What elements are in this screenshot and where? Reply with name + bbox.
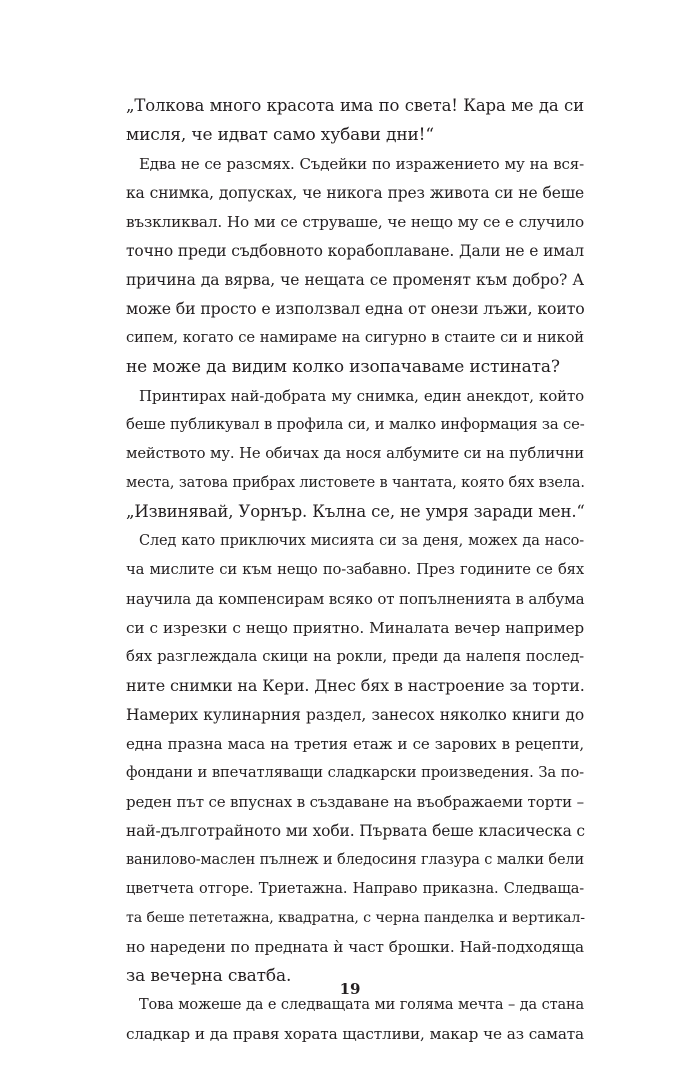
text-line: „Извинявай, Уорнър. Кълна се, не умря заради мен.“ [126,502,585,521]
text-line: точно преди съдбовното корабоплаване. Дали не е имал [126,242,584,260]
text-line: Намерих кулинарния раздел, занесох няколко книги до [126,706,584,724]
text-line: Това можеше да е следващата ми голяма мечта – да стана [139,997,584,1013]
text-line: фондани и впечатляващи сладкарски произведения. За по- [126,764,584,781]
text-line: за вечерна сватба. [126,966,292,986]
text-line: си с изрезки с нещо приятно. Миналата вечер например [126,619,584,637]
text-line: цветчета отгоре. Триетажна. Направо приказна. Следваща- [126,881,584,897]
text-line: не може да видим колко изопачаваме истината? [126,357,560,377]
text-line: ка снимка, допусках, че никога през живота си не беше [126,184,584,202]
text-line: възкликвал. Но ми се струваше, че нещо му се е случило [126,213,584,231]
text-line: „Толкова много красота има по света! Кара ме да си [126,96,584,115]
text-line: причина да вярва, че нещата се променят към добро? А [126,271,584,289]
text-line: може би просто е използвал една от онези лъжи, които [126,299,585,318]
text-line: мейството му. Не обичах да нося албумите си на публични [126,445,584,462]
text-line: След като приключих мисията си за деня, можех да насо- [139,533,584,549]
text-line: една празна маса на третия етаж и се зарових в рецепти, [126,735,584,753]
text-line: но наредени по предната ѝ част брошки. Най-подходяща [126,938,584,956]
text-line: ванилово-маслен пълнеж и бледосиня глазура с малки бели [126,852,584,868]
text-line: научила да компенсирам всяко от попълненията в албума [126,590,585,608]
text-line: сладкар и да правя хората щастливи, макар че аз самата [126,1025,584,1043]
text-line: та беше пететажна, квадратна, с черна панделка и вертикал- [126,910,585,926]
text-line: ча мислите си към нещо по-забавно. През годините се бях [126,561,584,578]
text-line: реден път се впуснах в създаване на въображаеми торти – [126,793,584,811]
text-line: места, затова прибрах листовете в чантата, която бях взела. [126,475,585,491]
text-line: Принтирах най-добрата му снимка, един анекдот, който [139,387,584,405]
text-line: мисля, че идват само хубави дни!“ [126,125,434,145]
text-line: Едва не се разсмях. Съдейки по изражението му на вся- [139,155,584,173]
text-line: най-дълготрайното ми хоби. Първата беше класическа с [126,822,585,840]
text-line: беше публикувал в профила си, и малко информация за се- [126,416,585,433]
text-line: сипем, когато се намираме на сигурно в стаите си и никой [126,329,584,346]
page-number: 19 [339,980,361,998]
text-line: ните снимки на Кери. Днес бях в настроение за торти. [126,676,585,695]
text-line: бях разглеждала скици на рокли, преди да налепя послед- [126,648,584,665]
